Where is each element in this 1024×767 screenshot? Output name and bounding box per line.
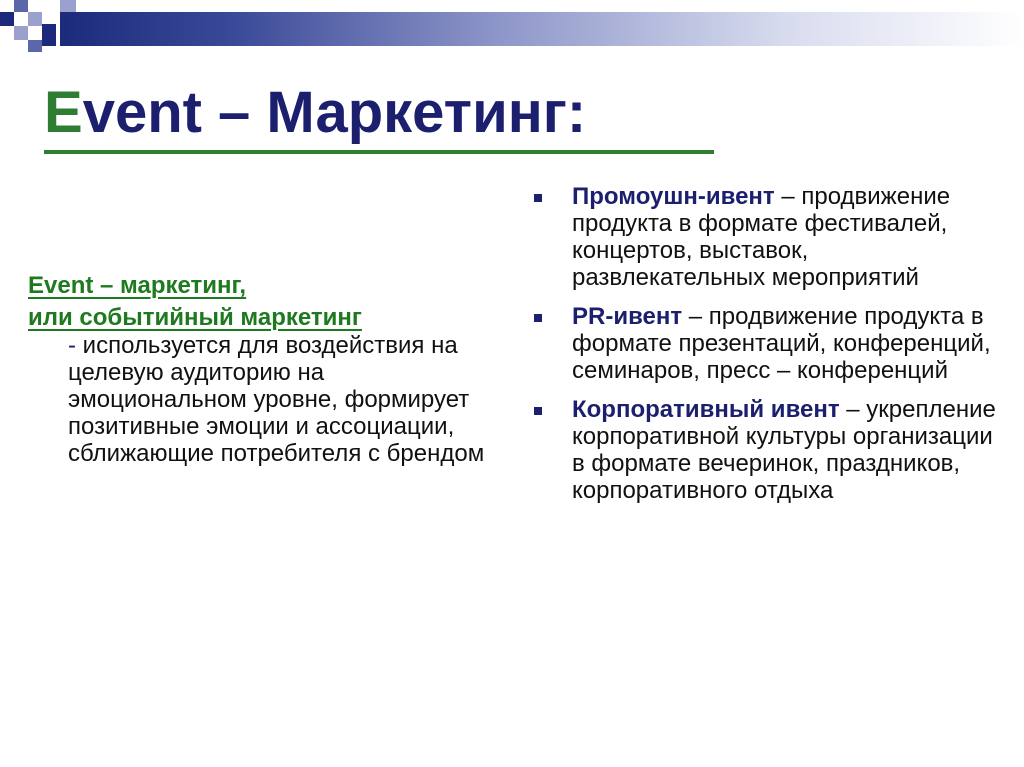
square-bullet-icon [534, 314, 542, 322]
definition-block [28, 270, 508, 467]
item-title: PR-ивент [572, 303, 683, 330]
slide-title [44, 80, 587, 145]
item-text: – продвижение продукта в формате презентаций, конференций, семинаров, пресс – конференций [572, 303, 991, 384]
item-text: – укрепление корпоративной культуры организации в формате вечеринок, праздников, корпоративного отдыха [572, 396, 996, 504]
item-text: – продвижение продукта в формате фестивалей, концертов, выставок, развлекательных мероприятий [572, 183, 951, 291]
header-gradient-band [60, 12, 1024, 46]
term-line-2: или событийный маркетинг [28, 304, 362, 331]
term-line-1: Event – маркетинг, [28, 272, 247, 299]
square-bullet-icon [534, 407, 542, 415]
decor-square [28, 40, 42, 52]
decor-square [42, 24, 56, 46]
decor-square [14, 0, 28, 12]
title-rest: vent – Маркетинг: [82, 80, 587, 145]
square-bullet-icon [534, 194, 542, 202]
decor-square [14, 26, 28, 40]
list-item [532, 183, 1002, 291]
title-underline [44, 150, 714, 154]
list-item [532, 396, 1002, 504]
definition-text [68, 332, 508, 467]
list-item [532, 303, 1002, 384]
decor-square [0, 12, 14, 26]
event-types-list [532, 183, 1002, 516]
decor-square [60, 0, 76, 12]
item-title: Корпоративный ивент [572, 396, 840, 423]
title-first-letter: E [44, 80, 83, 145]
definition-dash: - [68, 332, 76, 359]
definition-description: используется для воздействия на целевую аудиторию на эмоциональном уровне, формирует позитивные эмоции и ассоциации, сближающие потребителя с брендом [68, 332, 485, 467]
decor-square [28, 12, 42, 26]
item-title: Промоушн-ивент [572, 183, 775, 210]
